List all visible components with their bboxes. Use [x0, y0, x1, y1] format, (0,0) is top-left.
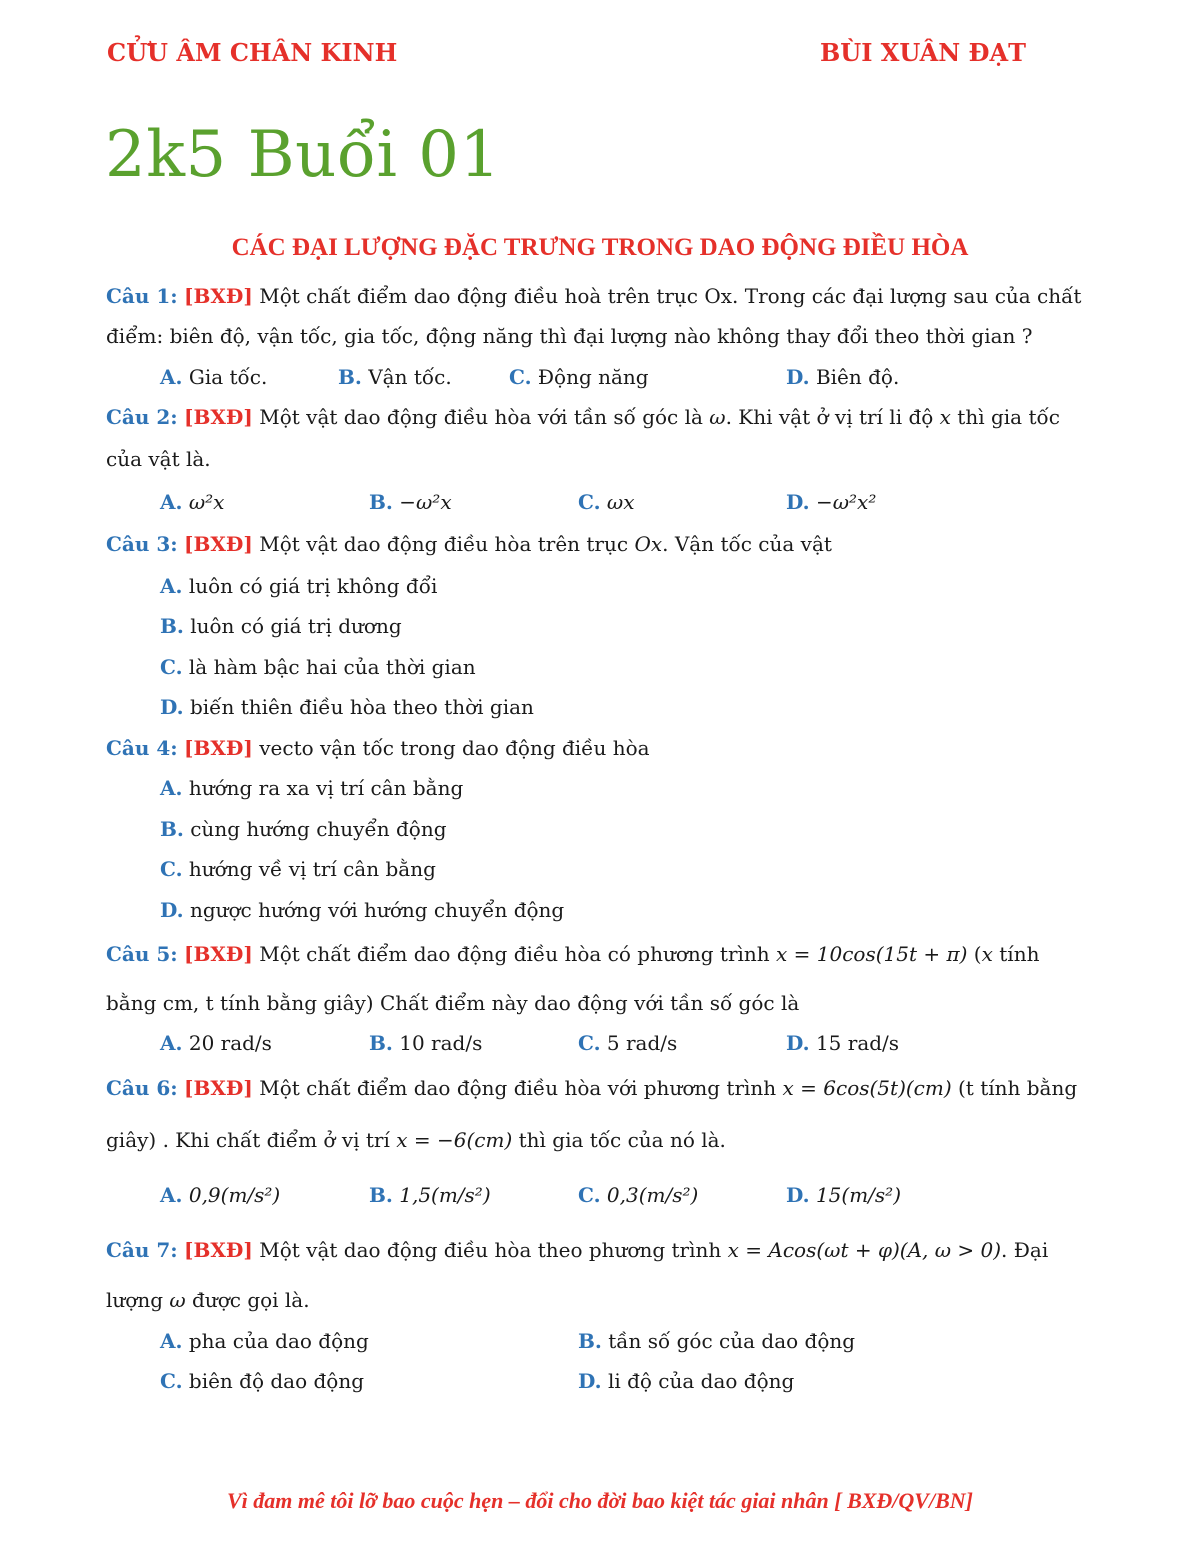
- question-number: Câu 6:: [106, 1076, 178, 1100]
- question-2-line-2: của vật là.: [106, 447, 211, 471]
- question-number: Câu 5:: [106, 942, 178, 966]
- question-tag: [BXĐ]: [184, 942, 253, 966]
- question-1-line-2: điểm: biên độ, vận tốc, gia tốc, động năng thì đại lượng nào không thay đổi theo thời gian ?: [106, 324, 1033, 348]
- question-number: Câu 4:: [106, 736, 178, 760]
- question-5-line-1: Câu 5: [BXĐ] Một chất điểm dao động điều hòa có phương trình x = 10cos(15t + π) (x tính: [106, 942, 1040, 966]
- option-b[interactable]: B. tần số góc của dao động: [578, 1329, 856, 1353]
- question-text: Một chất điểm dao động điều hoà trên trục Ox. Trong các đại lượng sau của chất: [252, 284, 1082, 308]
- question-7-line-1: Câu 7: [BXĐ] Một vật dao động điều hòa theo phương trình x = Acos(ωt + φ)(A, ω > 0). Đại: [106, 1238, 1049, 1262]
- question-7-line-2: lượng ω được gọi là.: [106, 1288, 310, 1312]
- option-c[interactable]: C. 0,3(m/s²): [578, 1183, 699, 1207]
- option-d[interactable]: D. −ω²x²: [786, 490, 877, 514]
- option-d[interactable]: D. 15 rad/s: [786, 1031, 900, 1055]
- option-a[interactable]: A. ω²x: [160, 490, 225, 514]
- option-d[interactable]: D. biến thiên điều hòa theo thời gian: [160, 695, 534, 719]
- question-6-line-2: giây) . Khi chất điểm ở vị trí x = −6(cm) thì gia tốc của nó là.: [106, 1128, 726, 1152]
- option-a[interactable]: A. Gia tốc.: [160, 365, 268, 389]
- header-left: CỬU ÂM CHÂN KINH: [107, 38, 398, 67]
- option-d[interactable]: D. Biên độ.: [786, 365, 900, 389]
- option-c[interactable]: C. 5 rad/s: [578, 1031, 678, 1055]
- question-number: Câu 2:: [106, 405, 178, 429]
- option-a[interactable]: A. 0,9(m/s²): [160, 1183, 281, 1207]
- section-title: CÁC ĐẠI LƯỢNG ĐẶC TRƯNG TRONG DAO ĐỘNG ĐIỀU HÒA: [231, 234, 969, 261]
- option-c[interactable]: C. là hàm bậc hai của thời gian: [160, 655, 476, 679]
- option-c[interactable]: C. biên độ dao động: [160, 1369, 365, 1393]
- question-tag: [BXĐ]: [184, 532, 253, 556]
- option-a[interactable]: A. 20 rad/s: [160, 1031, 272, 1055]
- option-a[interactable]: A. luôn có giá trị không đổi: [160, 574, 438, 598]
- question-3-line-1: Câu 3: [BXĐ] Một vật dao động điều hòa trên trục Ox. Vận tốc của vật: [106, 532, 832, 556]
- question-tag: [BXĐ]: [184, 284, 253, 308]
- question-5-line-2: bằng cm, t tính bằng giây) Chất điểm này dao động với tần số góc là: [106, 991, 800, 1015]
- option-c[interactable]: C. Động năng: [509, 365, 649, 389]
- option-a[interactable]: A. hướng ra xa vị trí cân bằng: [160, 776, 464, 800]
- option-d[interactable]: D. ngược hướng với hướng chuyển động: [160, 898, 565, 922]
- question-tag: [BXĐ]: [184, 1238, 253, 1262]
- option-b[interactable]: B. Vận tốc.: [338, 365, 452, 389]
- option-d[interactable]: D. 15(m/s²): [786, 1183, 901, 1207]
- option-c[interactable]: C. hướng về vị trí cân bằng: [160, 857, 436, 881]
- option-b[interactable]: B. −ω²x: [369, 490, 452, 514]
- option-d[interactable]: D. li độ của dao động: [578, 1369, 795, 1393]
- footer-quote: Vì đam mê tôi lỡ bao cuộc hẹn – đổi cho đời bao kiệt tác giai nhân [ BXĐ/QV/BN]: [227, 1488, 973, 1513]
- question-2-line-1: Câu 2: [BXĐ] Một vật dao động điều hòa với tần số góc là ω. Khi vật ở vị trí li độ x thì gia tốc: [106, 405, 1060, 429]
- option-b[interactable]: B. cùng hướng chuyển động: [160, 817, 447, 841]
- question-tag: [BXĐ]: [184, 736, 253, 760]
- question-1-line-1: [106, 283, 1096, 309]
- option-b[interactable]: B. 1,5(m/s²): [369, 1183, 491, 1207]
- option-c[interactable]: C. ωx: [578, 490, 635, 514]
- option-a[interactable]: A. pha của dao động: [160, 1329, 369, 1353]
- question-number: Câu 3:: [106, 532, 178, 556]
- page-title: 2k5 Buổi 01: [105, 118, 501, 192]
- question-4-line-1: Câu 4: [BXĐ] vecto vận tốc trong dao động điều hòa: [106, 736, 650, 760]
- option-b[interactable]: B. 10 rad/s: [369, 1031, 483, 1055]
- question-number: Câu 7:: [106, 1238, 178, 1262]
- option-b[interactable]: B. luôn có giá trị dương: [160, 614, 402, 638]
- question-tag: [BXĐ]: [184, 1076, 253, 1100]
- question-6-line-1: Câu 6: [BXĐ] Một chất điểm dao động điều hòa với phương trình x = 6cos(5t)(cm) (t tính bằng: [106, 1076, 1078, 1100]
- header-right: BÙI XUÂN ĐẠT: [820, 38, 1026, 67]
- question-tag: [BXĐ]: [184, 405, 253, 429]
- question-number: Câu 1:: [106, 284, 178, 308]
